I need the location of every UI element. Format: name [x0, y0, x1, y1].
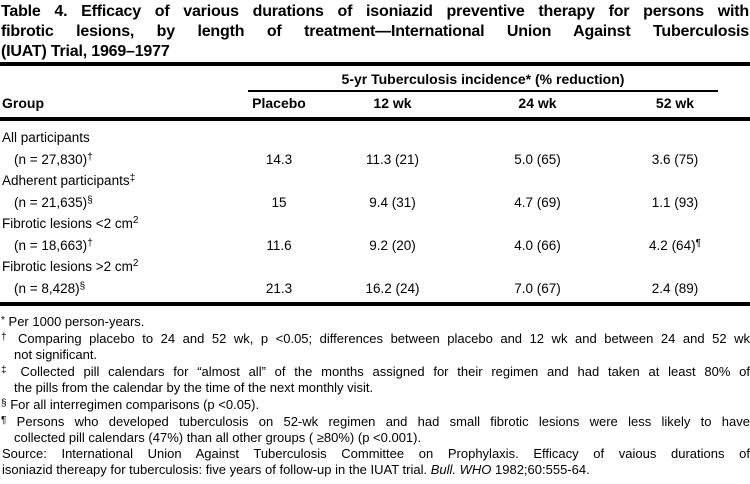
row-sub-sup: †: [87, 237, 93, 249]
cell-52wk-text: 3.6 (75): [651, 151, 699, 167]
cell-24wk: 4.0 (66): [514, 237, 561, 253]
cell-placebo: 21.3: [265, 280, 293, 296]
row-label-text: All participants: [2, 130, 90, 145]
row-sub-sup: †: [87, 151, 93, 163]
footnote-line: [1, 413, 750, 430]
source-text: 1982;60:555-64.: [491, 462, 590, 477]
cell-52wk-text: 4.2 (64): [649, 237, 696, 253]
footnote-marker: ¶: [1, 415, 7, 426]
cell-52wk-text: 1.1 (93): [651, 194, 699, 210]
column-header-12wk: 12 wk: [373, 95, 412, 111]
source-line-1: [2, 446, 750, 462]
title-line-2: fibrotic lesions, by length of treatment—International Union Against Tuberculosis: [1, 23, 749, 40]
cell-placebo: 15: [271, 194, 287, 210]
table-row-label: [0, 256, 750, 278]
cell-24wk: 5.0 (65): [514, 151, 561, 167]
footnote-section: [1, 396, 750, 413]
column-header-52wk: 52 wk: [655, 95, 695, 111]
footnote-text: Comparing placebo to 24 and 52 wk, p <0.05; differences between placebo and 12 wk and between 24 and 52 wk: [18, 331, 750, 346]
table-row-sub: [0, 235, 248, 257]
footnote-dagger: [1, 330, 750, 363]
footnote-text: Persons who developed tuberculosis on 52-wk regimen and had small fibrotic lesions were less likely to have: [16, 414, 750, 429]
footnote-marker: *: [1, 315, 5, 326]
source-journal-name: Bull. WHO: [430, 462, 492, 477]
cell-24wk: 4.7 (69): [514, 194, 561, 210]
row-sub-text: (n = 21,635): [14, 194, 88, 210]
footnote-text: not significant.: [14, 347, 98, 362]
column-header-24wk: 24 wk: [518, 95, 557, 111]
row-sub-sup: §: [87, 194, 93, 206]
cell-52wk: [600, 192, 750, 214]
source-text: isoniazid thereapy for tuberculosis: five years of follow-up in the IUAT trial.: [2, 462, 431, 477]
source-citation: [1, 446, 750, 478]
row-label-text: Adherent participants: [2, 173, 130, 188]
source-text: Source: International Union Against Tuberculosis Committee on Prophylaxis. Efficacy of vaious durations of: [2, 446, 750, 461]
row-label-text: Fibrotic lesions >2 cm: [2, 259, 133, 274]
cell-placebo: 14.3: [265, 151, 293, 167]
cell-12wk: 9.4 (31): [369, 194, 416, 210]
footnote-line: [1, 396, 750, 413]
table-row-label: [0, 170, 750, 192]
footnote-line: [14, 380, 750, 396]
footnote-line: [1, 330, 750, 347]
row-sub-sup: §: [79, 280, 86, 292]
cell-52wk-sup: ¶: [695, 237, 701, 249]
cell-52wk: [600, 235, 750, 257]
footnote-line: [1, 363, 750, 380]
footnote-marker: †: [1, 332, 11, 343]
cell-24wk: 7.0 (67): [514, 280, 561, 296]
footnote-text: the pills from the calendar by the time of the next monthly visit.: [14, 380, 374, 395]
footnote-text: Collected pill calendars for “almost all” of the months assigned for their regimen and had taken at least 80% of: [20, 364, 750, 379]
cell-placebo: 11.6: [266, 237, 292, 253]
spanner-header-label: 5-yr Tuberculosis incidence* (% reduction): [341, 71, 625, 87]
table-row-label: [0, 127, 750, 149]
cell-52wk-text: 2.4 (89): [651, 280, 699, 296]
footnote-pilcrow: [1, 413, 750, 446]
row-sub-text: (n = 27,830): [14, 151, 88, 167]
footnote-text: Per 1000 person-years.: [8, 314, 145, 329]
column-header-row: [0, 92, 750, 117]
footnote-marker: ‡: [1, 365, 12, 376]
cell-52wk: [600, 149, 750, 171]
footnote-text: For all interregimen comparisons (p <0.05).: [10, 397, 260, 412]
footnote-line: [14, 347, 750, 363]
row-sub-text: (n = 18,663): [14, 237, 88, 253]
spanner-header: [248, 66, 718, 92]
row-sub-text: (n = 8,428): [14, 280, 80, 296]
title-line-3: (IUAT) Trial, 1969–1977: [1, 43, 170, 60]
row-label-text: Fibrotic lesions <2 cm: [2, 216, 133, 231]
footnote-asterisk: [1, 313, 750, 330]
table-title: [0, 0, 750, 62]
footnote-line: [1, 313, 750, 330]
cell-52wk: [600, 278, 750, 300]
table-body: [0, 121, 750, 302]
footnote-line: [14, 430, 750, 446]
footnote-text: collected pill calendars (47%) than all other groups ( ≥80%) (p <0.001).: [14, 430, 422, 445]
column-header-group: Group: [2, 95, 44, 111]
table-row-sub: [0, 192, 248, 214]
cell-12wk: 16.2 (24): [365, 280, 420, 296]
footnote-marker: §: [1, 398, 7, 409]
cell-12wk: 9.2 (20): [369, 237, 416, 253]
title-line-1: Table 4. Efficacy of various durations of isoniazid preventive therapy for persons with: [1, 3, 749, 20]
row-label-sup: ‡: [129, 173, 136, 184]
table-row-sub: [0, 278, 248, 300]
source-line-2: [2, 462, 750, 478]
cell-12wk: 11.3 (21): [365, 151, 420, 167]
footnotes: [0, 306, 750, 478]
row-label-sup: 2: [132, 258, 139, 269]
footnote-double-dagger: [1, 363, 750, 396]
column-header-placebo: Placebo: [252, 95, 306, 111]
table-row-sub: [0, 149, 248, 171]
table-row-label: [0, 213, 750, 235]
row-label-sup: 2: [132, 215, 139, 226]
